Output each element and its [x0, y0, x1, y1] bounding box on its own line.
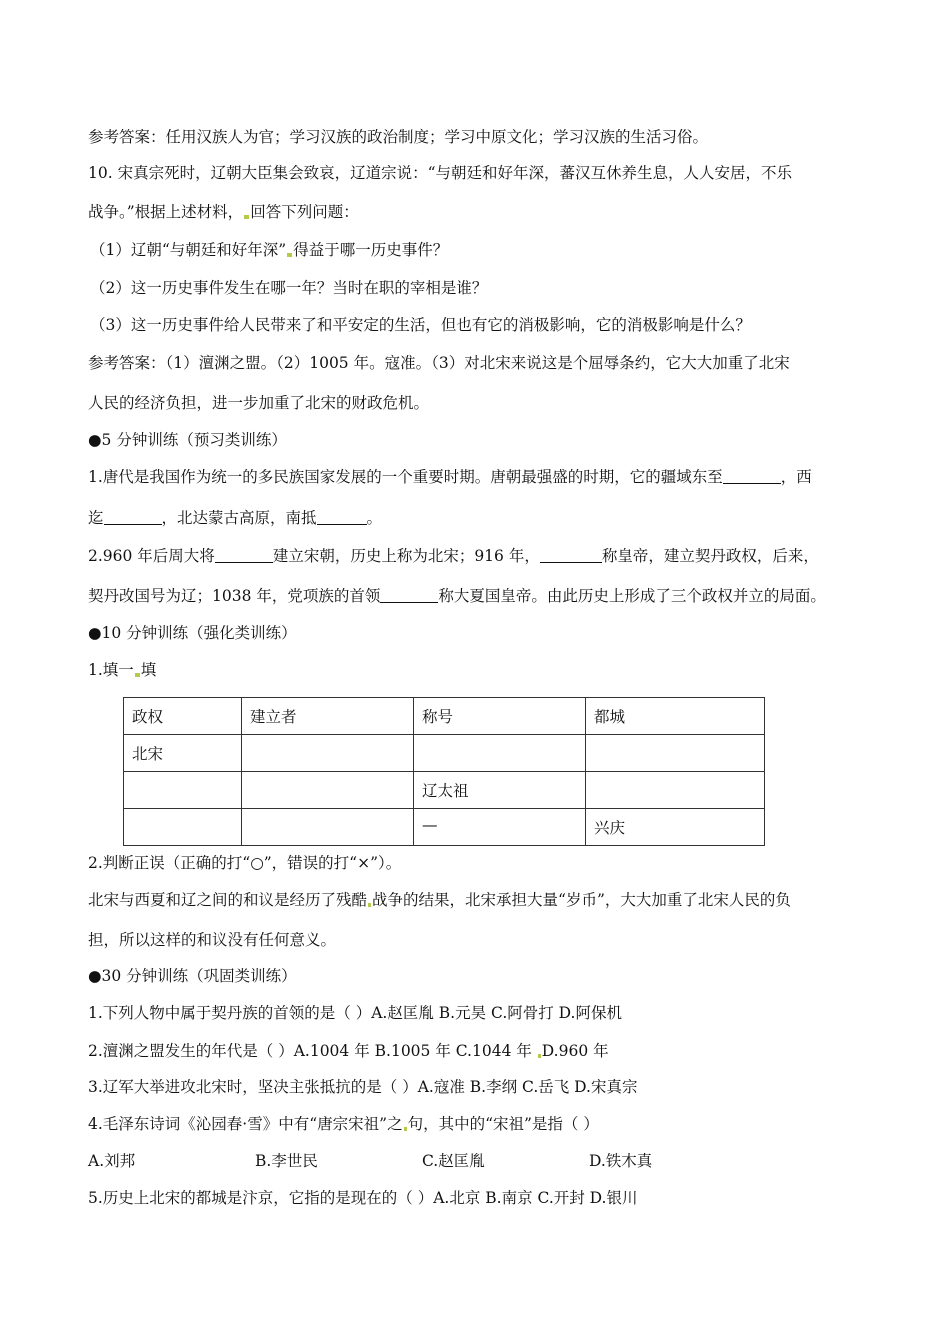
- text-marker: [404, 1127, 407, 1131]
- table-cell[interactable]: [124, 772, 242, 809]
- table-header-row: [124, 698, 765, 735]
- question-text: 1.下列人物中属于契丹族的首领的是（ ）A.赵匡胤 B.元昊 C.阿骨打 D.阿保机: [88, 1004, 622, 1022]
- blank[interactable]: [540, 548, 602, 563]
- question-text: 2.960 年后周大将 建立宋朝，历史上称为北宋；916 年， 称皇帝，建立契丹政权，后来，: [88, 547, 819, 565]
- table-cell: 辽太祖: [414, 772, 586, 809]
- table-cell: 兴庆: [586, 809, 765, 846]
- question-text: 5.历史上北宋的都城是汴京，它指的是现在的（ ）A.北京 B.南京 C.开封 D.银川: [88, 1189, 638, 1207]
- blank[interactable]: [317, 510, 367, 525]
- text-marker: [368, 903, 371, 907]
- question-text: 10. 宋真宗死时，辽朝大臣集会致哀，辽道宗说：“与朝廷和好年深，蕃汉互休养生息，人人安居，不乐: [88, 164, 793, 182]
- text-marker: [287, 253, 292, 257]
- table-header-cell: 称号: [414, 698, 586, 735]
- table-row: [124, 772, 765, 809]
- section-heading: ●5 分钟训练（预习类训练）: [88, 431, 287, 449]
- question-text: 2.判断正误（正确的打“○”，错误的打“×”）。: [88, 854, 402, 872]
- table-cell[interactable]: [242, 809, 414, 846]
- question-text: （1）辽朝“与朝廷和好年深” 得益于哪一历史事件？: [90, 241, 449, 259]
- table-cell[interactable]: [586, 735, 765, 772]
- section-heading: ●30 分钟训练（巩固类训练）: [88, 967, 297, 985]
- table-cell[interactable]: [586, 772, 765, 809]
- blank[interactable]: [380, 588, 438, 603]
- table-header-cell: 建立者: [242, 698, 414, 735]
- answer-text: 参考答案：（1）澶渊之盟。（2）1005 年。寇准。（3）对北宋来说这是个屈辱条约，它大大加重了北宋: [88, 354, 790, 372]
- table-header-cell: 政权: [124, 698, 242, 735]
- text-marker: [538, 1054, 541, 1058]
- blank[interactable]: [104, 510, 162, 525]
- question-text: 1.唐代是我国作为统一的多民族国家发展的一个重要时期。唐朝最强盛的时期，它的疆域东至 ，西: [88, 468, 812, 486]
- question-text: 迄 ，北达蒙古高原，南抵 。: [88, 509, 383, 527]
- option-b[interactable]: B.李世民: [255, 1152, 318, 1170]
- table-row: [124, 809, 765, 846]
- text-marker: [135, 673, 140, 677]
- table-header-cell: 都城: [586, 698, 765, 735]
- question-text: 3.辽军大举进攻北宋时，坚决主张抵抗的是（ ）A.寇准 B.李纲 C.岳飞 D.宋真宗: [88, 1078, 638, 1096]
- section-heading: ●10 分钟训练（强化类训练）: [88, 624, 297, 642]
- option-c[interactable]: C.赵匡胤: [422, 1152, 485, 1170]
- fill-in-table: [123, 697, 765, 846]
- table-cell[interactable]: [242, 735, 414, 772]
- question-text: 4.毛泽东诗词《沁园春·雪》中有“唐宗宋祖”之 句，其中的“宋祖”是指（ ）: [88, 1115, 599, 1133]
- table-cell: —: [414, 809, 586, 846]
- question-options: [88, 1151, 652, 1171]
- option-d[interactable]: D.铁木真: [589, 1152, 653, 1170]
- answer-text: 人民的经济负担，进一步加重了北宋的财政危机。: [88, 394, 430, 412]
- question-text: （3）这一历史事件给人民带来了和平安定的生活，但也有它的消极影响，它的消极影响是什么？: [90, 316, 751, 334]
- option-a[interactable]: A.刘邦: [88, 1152, 136, 1170]
- table-cell[interactable]: [242, 772, 414, 809]
- question-text: 担，所以这样的和议没有任何意义。: [88, 931, 337, 949]
- table-row: [124, 735, 765, 772]
- text-marker: [244, 215, 249, 219]
- table-cell[interactable]: [124, 809, 242, 846]
- question-text: （2）这一历史事件发生在哪一年？当时在职的宰相是谁？: [90, 279, 488, 297]
- question-text: 1.填一 填: [88, 661, 157, 679]
- table-cell: 北宋: [124, 735, 242, 772]
- blank[interactable]: [723, 469, 781, 484]
- blank[interactable]: [215, 548, 273, 563]
- question-text: 契丹改国号为辽；1038 年，党项族的首领 称大夏国皇帝。由此历史上形成了三个政权并立的局面。: [88, 587, 826, 605]
- question-text: 战争。”根据上述材料， 回答下列问题：: [88, 203, 359, 221]
- question-text: 2.澶渊之盟发生的年代是（ ）A.1004 年 B.1005 年 C.1044 年 D.960 年: [88, 1042, 609, 1060]
- table-cell[interactable]: [414, 735, 586, 772]
- answer-text: 参考答案：任用汉族人为官；学习汉族的政治制度；学习中原文化；学习汉族的生活习俗。: [88, 128, 709, 146]
- question-text: 北宋与西夏和辽之间的和议是经历了残酷 战争的结果，北宋承担大量“岁币”，大大加重了北宋人民的负: [88, 891, 791, 909]
